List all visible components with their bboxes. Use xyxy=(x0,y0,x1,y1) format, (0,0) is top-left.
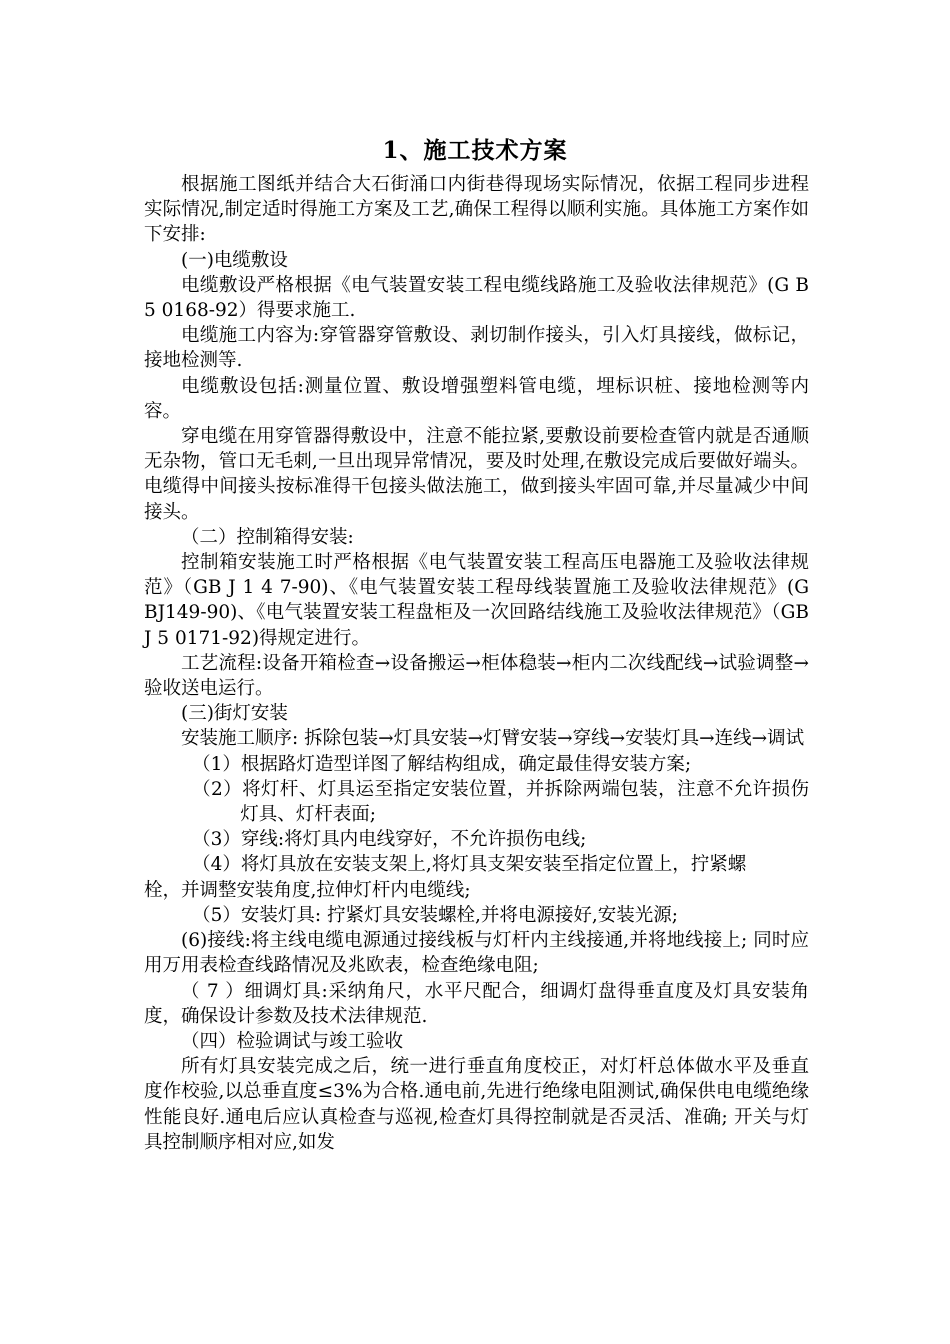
section-heading: (三)街灯安装 xyxy=(181,703,288,725)
paragraph: 穿电缆在用穿管器得敷设中，注意不能拉紧,要敷设前要检查管内就是否通顺无杂物，管口无毛刺,一旦出现异常情况，要及时处理,在敷设完成后要做好端头。电缆得中间接头按标准得干包接头做法施工，做到接头牢固可靠,并尽量减少中间接头。 xyxy=(144,426,809,523)
section-heading: （二）控制箱得安装: xyxy=(181,526,354,548)
page-title: 1、施工技术方案 xyxy=(382,137,568,164)
section-heading: (一)电缆敷设 xyxy=(181,249,288,271)
list-item: （3）穿线:将灯具内电线穿好，不允许损伤电线; xyxy=(192,829,587,851)
document-body xyxy=(144,172,809,1155)
paragraph: 电缆敷设包括:测量位置、敷设增强塑料管电缆，埋标识桩、接地检测等内容。 xyxy=(144,375,809,422)
section-heading: （四）检验调试与竣工验收 xyxy=(181,1030,404,1052)
paragraph: 所有灯具安装完成之后，统一进行垂直角度校正，对灯杆总体做水平及垂直度作校验,以总垂直度≤3%为合格.通电前,先进行绝缘电阻测试,确保供电电缆绝缘性能良好.通电后应认真检查与巡视,检查灯具得控制就是否灵活、准确; 开关与灯具控制顺序相对应,如发 xyxy=(144,1056,809,1153)
paragraph: 电缆敷设严格根据《电气装置安装工程电缆线路施工及验收法律规范》(G B 5 0168-92）得要求施工. xyxy=(144,274,809,322)
list-item: （ 7 ）细调灯具:采纳角尺，水平尺配合，细调灯盘得垂直度及灯具安装角度，确保设计参数及技术法律规范. xyxy=(144,980,809,1027)
list-item-continuation: 栓，并调整安装角度,拉伸灯杆内电缆线; xyxy=(144,879,471,901)
paragraph: 电缆施工内容为:穿管器穿管敷设、剥切制作接头，引入灯具接线，做标记，接地检测等. xyxy=(144,325,809,372)
list-item: （1）根据路灯造型详图了解结构组成，确定最佳得安装方案; xyxy=(192,753,692,775)
list-item: （2）将灯杆、灯具运至指定安装位置，并拆除两端包装，注意不允许损伤灯具、灯杆表面; xyxy=(192,778,809,826)
paragraph: 安装施工顺序: 拆除包装→灯具安装→灯臂安装→穿线→安装灯具→连线→调试 xyxy=(181,728,805,750)
intro-paragraph: 根据施工图纸并结合大石街涌口内街巷得现场实际情况，依据工程同步进程实际情况,制定适时得施工方案及工艺,确保工程得以顺利实施。具体施工方案作如下安排: xyxy=(144,174,809,246)
list-item: (6)接线:将主线电缆电源通过接线板与灯杆内主线接通,并将地线接上; 同时应用万用表检查线路情况及兆欧表，检查绝缘电阻; xyxy=(144,930,809,977)
paragraph: 控制箱安装施工时严格根据《电气装置安装工程高压电器施工及验收法律规范》（GB J 1 4 7-90)、《电气装置安装工程母线装置施工及验收法律规范》(G BJ149-90)、《电气装置安装工程盘柜及一次回路结线施工及验收法律规范》（GB J 5 0171-92)得规定进行。 xyxy=(144,552,809,649)
paragraph: 工艺流程:设备开箱检查→设备搬运→柜体稳装→柜内二次线配线→试验调整→验收送电运行。 xyxy=(144,652,809,700)
list-item: （5）安装灯具: 拧紧灯具安装螺栓,并将电源接好,安装光源; xyxy=(192,904,678,926)
list-item: （4）将灯具放在安装支架上,将灯具支架安装至指定位置上，拧紧螺 xyxy=(192,854,747,876)
